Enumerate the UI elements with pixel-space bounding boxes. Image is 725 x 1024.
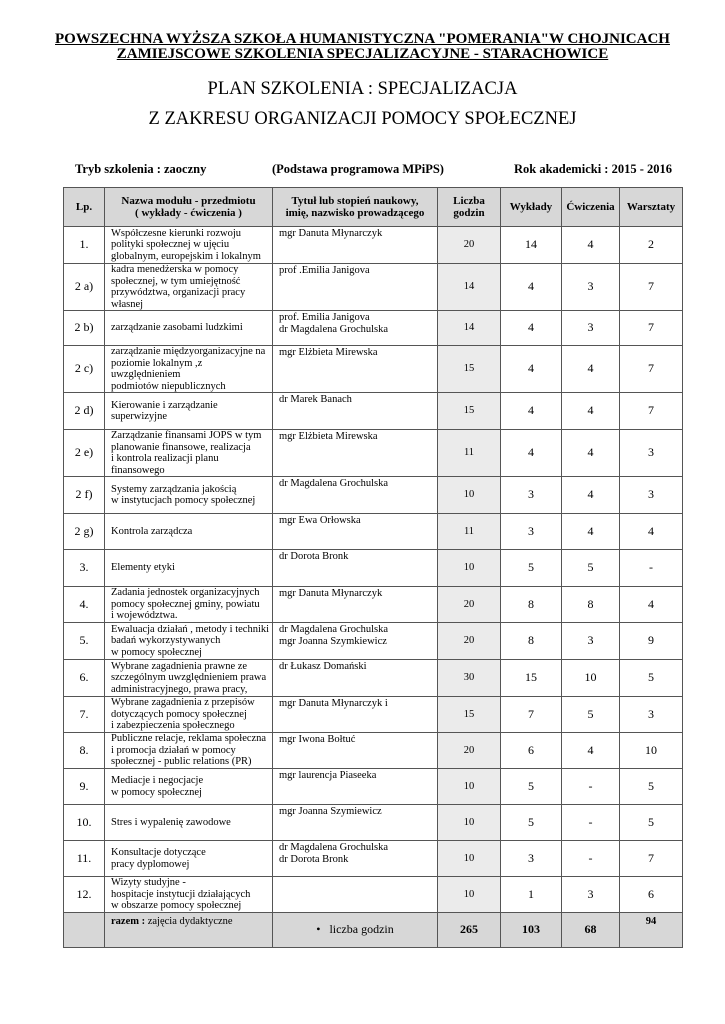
row-lectures: 5 [501, 769, 562, 805]
module-line: Kierowanie i zarządzanie superwizyjne [111, 399, 218, 422]
row-lectures: 4 [501, 264, 562, 311]
row-exercises: - [562, 805, 620, 841]
lecturer-line: mgr Danuta Młynarczyk [279, 228, 383, 239]
row-lp: 2 c) [64, 346, 105, 393]
module-line: Zadania jednostek organizacyjnych [111, 587, 260, 599]
module-line: Wizyty studyjne - [111, 877, 186, 888]
table-row [64, 346, 683, 393]
col-workshops: Warsztaty [620, 188, 683, 227]
total-workshops: 94 [620, 912, 683, 947]
row-workshops: 4 [620, 514, 683, 550]
row-module [105, 227, 273, 264]
lecturer-line: dr Marek Banach [279, 394, 352, 405]
module-line: Wybrane zagadnienia prawne ze [111, 660, 248, 672]
row-lp: 2 d) [64, 393, 105, 430]
row-exercises: 5 [562, 550, 620, 587]
lecturer-line: mgr Ewa Orłowska [279, 515, 361, 526]
module-line: planowanie finansowe, realizacja [111, 441, 251, 453]
row-lectures: 15 [501, 660, 562, 697]
row-lectures: 5 [501, 805, 562, 841]
lecturer-line: mgr Iwona Bołtuć [279, 734, 356, 745]
row-lecturer [273, 550, 438, 587]
total-label: razem : zajęcia dydaktyczne [105, 912, 273, 947]
total-hours: 265 [438, 912, 501, 947]
module-line: hospitacje instytucji działających [111, 888, 251, 900]
row-hours: 15 [438, 697, 501, 733]
col-lp: Lp. [64, 188, 105, 227]
row-workshops: 7 [620, 311, 683, 346]
row-workshops: 7 [620, 346, 683, 393]
lecturer-line: prof .Emilia Janigova [279, 265, 370, 276]
row-exercises: 4 [562, 430, 620, 477]
row-hours: 10 [438, 877, 501, 913]
module-line: dotyczących pomocy społecznej [111, 708, 247, 720]
row-hours: 15 [438, 393, 501, 430]
row-hours: 10 [438, 841, 501, 877]
lecturer-line: mgr laurencja Piaseeka [279, 770, 377, 781]
col-module: Nazwa modułu - przedmiotu ( wykłady - ćwiczenia ) [105, 188, 273, 227]
row-module [105, 346, 273, 393]
module-line: i zabezpieczenia społecznego [111, 720, 235, 732]
row-lecturer [273, 477, 438, 514]
table-row [64, 769, 683, 805]
table-row [64, 697, 683, 733]
plan-title: PLAN SZKOLENIA : SPECJALIZACJA [207, 79, 518, 99]
row-lp: 5. [64, 623, 105, 660]
module-line: podmiotów niepublicznych [111, 380, 226, 392]
school-branch: ZAMIEJSCOWE SZKOLENIA SPECJALIZACYJNE - STARACHOWICE [116, 46, 609, 62]
module-line: społecznej - public relations (PR) [111, 756, 252, 768]
row-lp: 11. [64, 841, 105, 877]
lecturer-line: dr Magdalena Grochulska [279, 842, 389, 853]
row-exercises: 10 [562, 660, 620, 697]
row-lp: 2 g) [64, 514, 105, 550]
row-hours: 10 [438, 550, 501, 587]
row-lecturer [273, 623, 438, 660]
row-exercises: - [562, 769, 620, 805]
schedule-table [63, 187, 683, 948]
row-hours: 11 [438, 514, 501, 550]
row-workshops: 6 [620, 877, 683, 913]
program-basis: (Podstawa programowa MPiPS) [272, 162, 444, 176]
lecturer-line: mgr Joanna Szymiewicz [279, 806, 382, 817]
total-row [64, 912, 683, 947]
table-row [64, 623, 683, 660]
row-exercises: 3 [562, 311, 620, 346]
row-module [105, 877, 273, 913]
row-module [105, 393, 273, 430]
row-module [105, 697, 273, 733]
row-hours: 20 [438, 587, 501, 623]
row-workshops: 9 [620, 623, 683, 660]
plan-subtitle: Z ZAKRESU ORGANIZACJI POMOCY SPOŁECZNEJ [148, 109, 577, 129]
academic-year: Rok akademicki : 2015 - 2016 [514, 162, 672, 176]
row-lecturer [273, 841, 438, 877]
row-hours: 30 [438, 660, 501, 697]
table-row [64, 514, 683, 550]
row-hours: 10 [438, 477, 501, 514]
lecturer-line: dr Łukasz Domański [279, 661, 367, 672]
module-line: szczególnym uwzględnieniem prawa [111, 672, 267, 684]
module-line: Zarządzanie finansami JOPS w tym [111, 430, 262, 441]
module-line: w pomocy społecznej [111, 646, 202, 658]
row-workshops: 5 [620, 660, 683, 697]
row-module [105, 311, 273, 346]
total-lp [64, 912, 105, 947]
lecturer-line: dr Dorota Bronk [279, 853, 349, 865]
module-line: Współczesne kierunki rozwoju [111, 227, 242, 239]
module-line: społecznej, w tym umiejętność [111, 275, 241, 287]
row-lp: 6. [64, 660, 105, 697]
row-exercises: 3 [562, 264, 620, 311]
row-lp: 1. [64, 227, 105, 264]
row-workshops: 10 [620, 733, 683, 769]
row-workshops: 3 [620, 430, 683, 477]
row-exercises: 5 [562, 697, 620, 733]
row-lp: 2 a) [64, 264, 105, 311]
row-module [105, 514, 273, 550]
row-workshops: 4 [620, 587, 683, 623]
module-line: Systemy zarządzania jakością [111, 483, 237, 495]
row-workshops: 3 [620, 697, 683, 733]
row-lectures: 4 [501, 346, 562, 393]
row-hours: 14 [438, 311, 501, 346]
row-exercises: 4 [562, 477, 620, 514]
total-lectures: 103 [501, 912, 562, 947]
module-line: własnej [111, 298, 144, 310]
table-row [64, 660, 683, 697]
row-lecturer [273, 311, 438, 346]
row-exercises: 4 [562, 227, 620, 264]
row-lecturer [273, 660, 438, 697]
module-line: Kontrola zarządcza [111, 525, 193, 537]
lecturer-line: dr Dorota Bronk [279, 551, 349, 562]
lecturer-line: mgr Danuta Młynarczyk i [279, 698, 388, 709]
row-lecturer [273, 769, 438, 805]
table-row [64, 311, 683, 346]
row-workshops: 3 [620, 477, 683, 514]
module-line: w instytucjach pomocy społecznej [111, 495, 256, 506]
module-line: pracy dyplomowej [111, 858, 190, 870]
module-line: przywództwa, organizacji pracy [111, 287, 246, 298]
row-workshops: 7 [620, 264, 683, 311]
col-exercises: Ćwiczenia [562, 188, 620, 227]
row-lp: 3. [64, 550, 105, 587]
row-lp: 8. [64, 733, 105, 769]
row-workshops: 5 [620, 805, 683, 841]
table-row [64, 550, 683, 587]
table-row [64, 477, 683, 514]
row-lectures: 1 [501, 877, 562, 913]
module-line: i województwa. [111, 610, 178, 622]
lecturer-line: mgr Joanna Szymkiewicz [279, 635, 387, 647]
table-row [64, 587, 683, 623]
row-lectures: 14 [501, 227, 562, 264]
table-row [64, 805, 683, 841]
row-module [105, 550, 273, 587]
lecturer-line: mgr Elżbieta Mirewska [279, 431, 378, 442]
row-module [105, 733, 273, 769]
row-hours: 10 [438, 805, 501, 841]
row-exercises: 8 [562, 587, 620, 623]
row-lecturer [273, 430, 438, 477]
col-lecturer: Tytuł lub stopień naukowy, imię, nazwisko prowadzącego [273, 188, 438, 227]
row-lp: 9. [64, 769, 105, 805]
row-lecturer [273, 805, 438, 841]
row-lectures: 6 [501, 733, 562, 769]
row-lecturer [273, 733, 438, 769]
row-exercises: 4 [562, 514, 620, 550]
table-row [64, 841, 683, 877]
row-module [105, 660, 273, 697]
lecturer-line: mgr Elżbieta Mirewska [279, 347, 378, 358]
row-lp: 2 f) [64, 477, 105, 514]
row-lp: 10. [64, 805, 105, 841]
row-workshops: 7 [620, 841, 683, 877]
module-line: i kontrola realizacji planu finansowego [111, 453, 219, 476]
col-hours: Liczba godzin [438, 188, 501, 227]
module-line: w pomocy społecznej [111, 786, 202, 798]
row-module [105, 264, 273, 311]
module-line: poziomie lokalnym ,z uwzględnieniem [111, 357, 203, 380]
row-lectures: 3 [501, 514, 562, 550]
module-line: i promocja działań w pomocy [111, 744, 236, 756]
row-lectures: 4 [501, 311, 562, 346]
row-lectures: 3 [501, 841, 562, 877]
row-lp: 4. [64, 587, 105, 623]
row-module [105, 587, 273, 623]
lecturer-line: dr Magdalena Grochulska [279, 323, 389, 335]
row-exercises: 4 [562, 733, 620, 769]
school-name: POWSZECHNA WYŻSZA SZKOŁA HUMANISTYCZNA "POMERANIA"W CHOJNICACH [55, 31, 670, 47]
module-line: zarządzanie zasobami ludzkimi [111, 322, 243, 334]
row-lp: 2 e) [64, 430, 105, 477]
row-workshops: 5 [620, 769, 683, 805]
row-exercises: 3 [562, 877, 620, 913]
row-lectures: 5 [501, 550, 562, 587]
lecturer-line: prof. Emilia Janigova [279, 312, 370, 323]
module-line: Ewaluacja działań , metody i techniki [111, 623, 270, 635]
lecturer-line: dr Magdalena Grochulska [279, 624, 389, 635]
row-lecturer [273, 393, 438, 430]
row-lecturer [273, 514, 438, 550]
row-exercises: 3 [562, 623, 620, 660]
row-module [105, 841, 273, 877]
row-hours: 20 [438, 623, 501, 660]
total-hours-label: • liczba godzin [273, 912, 438, 947]
row-lecturer [273, 346, 438, 393]
row-hours: 20 [438, 733, 501, 769]
row-module [105, 805, 273, 841]
row-module [105, 477, 273, 514]
row-workshops: 2 [620, 227, 683, 264]
total-exercises: 68 [562, 912, 620, 947]
study-mode: Tryb szkolenia : zaoczny [75, 162, 207, 176]
row-lecturer [273, 697, 438, 733]
row-lp: 7. [64, 697, 105, 733]
module-line: Mediacje i negocjacje [111, 775, 204, 786]
module-line: administracyjnego, prawa pracy, [111, 683, 248, 695]
table-row [64, 733, 683, 769]
module-line: badań wykorzystywanych [111, 635, 221, 647]
row-exercises: 4 [562, 393, 620, 430]
row-lecturer [273, 587, 438, 623]
row-module [105, 769, 273, 805]
row-module [105, 430, 273, 477]
row-lectures: 3 [501, 477, 562, 514]
module-line: w obszarze pomocy społecznej [111, 900, 242, 911]
col-lectures: Wykłady [501, 188, 562, 227]
row-lecturer [273, 264, 438, 311]
row-lectures: 7 [501, 697, 562, 733]
module-line: pomocy społecznej gminy, powiatu [111, 598, 260, 610]
module-line: Konsultacje dotyczące [111, 847, 206, 858]
table-row [64, 393, 683, 430]
module-line: Wybrane zagadnienia z przepisów [111, 697, 255, 709]
module-line: polityki społecznej w ujęciu [111, 239, 230, 251]
row-workshops: 7 [620, 393, 683, 430]
row-hours: 11 [438, 430, 501, 477]
lecturer-line: mgr Danuta Młynarczyk [279, 588, 383, 599]
row-lecturer [273, 877, 438, 913]
row-lectures: 8 [501, 623, 562, 660]
row-lectures: 8 [501, 587, 562, 623]
table-row [64, 430, 683, 477]
module-line: globalnym, europejskim i lokalnym [111, 250, 261, 262]
row-lectures: 4 [501, 430, 562, 477]
module-line: Elementy etyki [111, 562, 175, 574]
table-header-row [64, 188, 683, 227]
module-line: Publiczne relacje, reklama społeczna [111, 733, 267, 745]
table-row [64, 264, 683, 311]
row-exercises: - [562, 841, 620, 877]
table-row [64, 877, 683, 913]
row-lectures: 4 [501, 393, 562, 430]
row-lp: 12. [64, 877, 105, 913]
module-line: Stres i wypalenię zawodowe [111, 816, 231, 828]
row-module [105, 623, 273, 660]
row-hours: 15 [438, 346, 501, 393]
module-line: kadra menedżerska w pomocy [111, 264, 239, 275]
row-lecturer [273, 227, 438, 264]
row-hours: 14 [438, 264, 501, 311]
row-workshops: - [620, 550, 683, 587]
row-hours: 10 [438, 769, 501, 805]
row-hours: 20 [438, 227, 501, 264]
module-line: zarządzanie międzyorganizacyjne na [111, 346, 266, 357]
lecturer-line: dr Magdalena Grochulska [279, 478, 389, 489]
row-exercises: 4 [562, 346, 620, 393]
row-lp: 2 b) [64, 311, 105, 346]
table-row [64, 227, 683, 264]
